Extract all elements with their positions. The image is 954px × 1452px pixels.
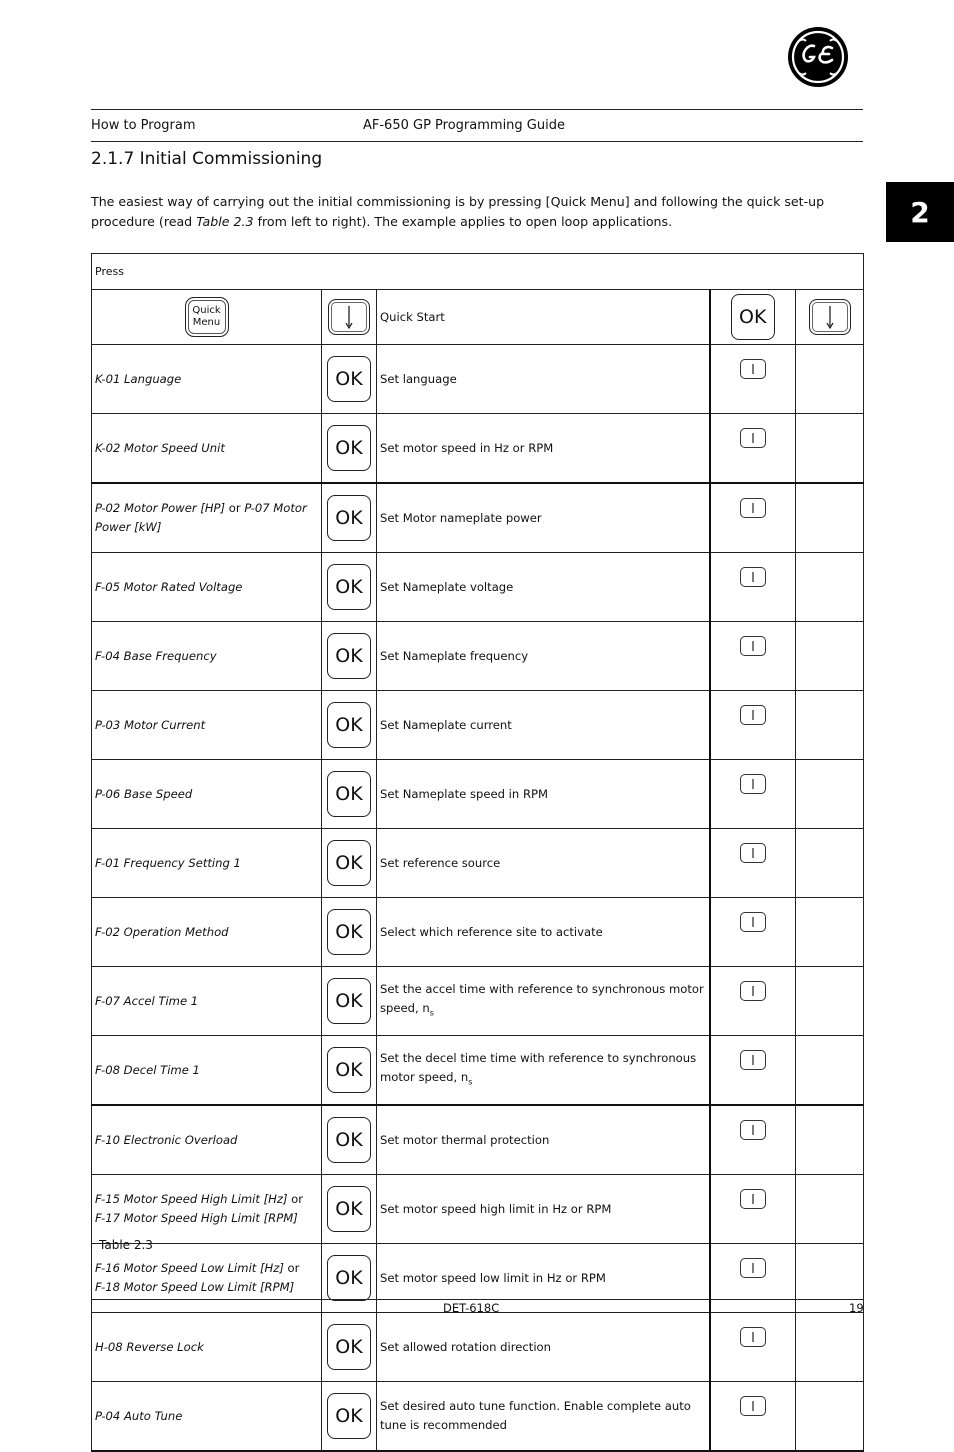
step-description: Set desired auto tune function. Enable complete auto tune is recommended (377, 1382, 710, 1452)
table-row (92, 1036, 864, 1106)
step-description: Set reference source (377, 829, 710, 898)
header-rule-top (91, 109, 863, 110)
empty-cell (796, 414, 864, 484)
arrow-down-button[interactable] (740, 1120, 766, 1140)
table-row (92, 691, 864, 760)
arrow-down-icon (750, 985, 756, 997)
arrow-down-icon (750, 1054, 756, 1066)
down-arrow-button[interactable] (328, 299, 370, 335)
table-row (92, 1175, 864, 1244)
parameter-name: F-10 Electronic Overload (92, 1105, 322, 1175)
table-row (92, 760, 864, 829)
arrow-down-icon (750, 778, 756, 790)
step-description: Set Nameplate voltage (377, 553, 710, 622)
step-description: Set motor thermal protection (377, 1105, 710, 1175)
table-row (92, 967, 864, 1036)
parameter-name: F-01 Frequency Setting 1 (92, 829, 322, 898)
parameter-name: P-02 Motor Power [HP] or P-07 Motor Power [kW] (92, 483, 322, 553)
table-row (92, 1105, 864, 1175)
press-header: Press (92, 254, 864, 290)
ok-button[interactable]: OK (327, 1393, 371, 1439)
step-description: Set language (377, 345, 710, 414)
arrow-down-button[interactable] (740, 774, 766, 794)
step-description: Set motor speed in Hz or RPM (377, 414, 710, 484)
parameter-name: F-04 Base Frequency (92, 622, 322, 691)
ok-button[interactable]: OK (327, 702, 371, 748)
step-description: Set the decel time time with reference to synchronous motor speed, $n_s$ (377, 1036, 710, 1106)
empty-cell (796, 1036, 864, 1106)
arrow-down-button[interactable] (740, 1189, 766, 1209)
parameter-name: P-06 Base Speed (92, 760, 322, 829)
running-header-section: How to Program (91, 118, 196, 133)
step-description: Set Nameplate current (377, 691, 710, 760)
table-row (92, 414, 864, 484)
ok-button[interactable]: OK (327, 1117, 371, 1163)
arrow-down-button[interactable] (740, 1258, 766, 1278)
empty-cell (796, 483, 864, 553)
running-header-title: AF-650 GP Programming Guide (363, 118, 565, 133)
down-arrow-button[interactable] (809, 299, 851, 335)
intro-paragraph: The easiest way of carrying out the initial commissioning is by pressing [Quick Menu] and following the quick set-up procedure (read Table 2.3 from left to right). The example applies to open loop applications. (91, 194, 825, 229)
table-reference: Table 2.3 (196, 213, 254, 229)
ok-button[interactable]: OK (327, 356, 371, 402)
ok-button[interactable]: OK (327, 564, 371, 610)
ok-button[interactable]: OK (327, 425, 371, 471)
parameter-name: F-08 Decel Time 1 (92, 1036, 322, 1106)
empty-cell (796, 1382, 864, 1452)
arrow-down-icon (750, 363, 756, 375)
empty-cell (796, 553, 864, 622)
arrow-down-icon (750, 571, 756, 583)
arrow-down-icon (750, 1331, 756, 1343)
arrow-down-button[interactable] (740, 1327, 766, 1347)
page-number: 19 (849, 1301, 864, 1315)
empty-cell (796, 760, 864, 829)
parameter-name: F-07 Accel Time 1 (92, 967, 322, 1036)
section-title: 2.1.7 Initial Commissioning (91, 149, 323, 169)
empty-cell (796, 967, 864, 1036)
table-row (92, 1313, 864, 1382)
arrow-down-button[interactable] (740, 498, 766, 518)
parameter-name: P-04 Auto Tune (92, 1382, 322, 1452)
ok-button[interactable]: OK (327, 840, 371, 886)
step-description: Set Nameplate frequency (377, 622, 710, 691)
step-description: Quick Start (377, 290, 710, 345)
parameter-name: F-05 Motor Rated Voltage (92, 553, 322, 622)
ok-button[interactable]: OK (327, 1186, 371, 1232)
table-row (92, 898, 864, 967)
step-description: Set Nameplate speed in RPM (377, 760, 710, 829)
ok-button[interactable]: OK (327, 909, 371, 955)
step-description: Select which reference site to activate (377, 898, 710, 967)
ok-button[interactable]: OK (327, 1047, 371, 1093)
header-rule-bottom (91, 141, 863, 142)
table-row (92, 553, 864, 622)
arrow-down-button[interactable] (740, 636, 766, 656)
arrow-down-icon (750, 847, 756, 859)
quick-menu-button[interactable]: Quick Menu (185, 297, 229, 337)
step-description: Set Motor nameplate power (377, 483, 710, 553)
ok-button[interactable]: OK (327, 495, 371, 541)
arrow-down-button[interactable] (740, 912, 766, 932)
table-row (92, 290, 864, 345)
step-description: Set motor speed low limit in Hz or RPM (377, 1244, 710, 1313)
arrow-down-icon (825, 304, 835, 330)
empty-cell (796, 1105, 864, 1175)
empty-cell (796, 1313, 864, 1382)
ok-button[interactable]: OK (327, 633, 371, 679)
empty-cell (796, 898, 864, 967)
parameter-name: K-01 Language (92, 345, 322, 414)
parameter-name: F-02 Operation Method (92, 898, 322, 967)
arrow-down-icon (750, 502, 756, 514)
arrow-down-button[interactable] (740, 1396, 766, 1416)
arrow-down-icon (750, 1400, 756, 1412)
step-description: Set the accel time with reference to synchronous motor speed, $n_s$ (377, 967, 710, 1036)
empty-cell (796, 829, 864, 898)
footer-rule (91, 1299, 863, 1300)
arrow-down-button[interactable] (740, 1050, 766, 1070)
ge-logo (786, 26, 850, 88)
step-description: Set allowed rotation direction (377, 1313, 710, 1382)
arrow-down-icon (344, 304, 354, 330)
arrow-down-icon (750, 640, 756, 652)
empty-cell (796, 691, 864, 760)
ok-button[interactable]: OK (327, 771, 371, 817)
table-row (92, 483, 864, 553)
ok-button[interactable]: OK (327, 1255, 371, 1301)
empty-cell (796, 622, 864, 691)
arrow-down-button[interactable] (740, 359, 766, 379)
ok-button[interactable]: OK (327, 1324, 371, 1370)
arrow-down-icon (750, 1124, 756, 1136)
table-row (92, 1382, 864, 1452)
step-description: Set motor speed high limit in Hz or RPM (377, 1175, 710, 1244)
table-row (92, 829, 864, 898)
arrow-down-icon (750, 709, 756, 721)
arrow-down-button[interactable] (740, 705, 766, 725)
arrow-down-button[interactable] (740, 428, 766, 448)
empty-cell (796, 1175, 864, 1244)
chapter-tab: 2 (886, 182, 954, 242)
arrow-down-button[interactable] (740, 567, 766, 587)
table-row (92, 345, 864, 414)
ok-button[interactable]: OK (731, 294, 775, 340)
arrow-down-icon (750, 916, 756, 928)
arrow-down-icon (750, 1262, 756, 1274)
arrow-down-icon (750, 1193, 756, 1205)
parameter-name: H-08 Reverse Lock (92, 1313, 322, 1382)
ok-button[interactable]: OK (327, 978, 371, 1024)
empty-cell (796, 345, 864, 414)
parameter-name: P-03 Motor Current (92, 691, 322, 760)
parameter-name: K-02 Motor Speed Unit (92, 414, 322, 484)
parameter-name: F-16 Motor Speed Low Limit [Hz] or F-18 Motor Speed Low Limit [RPM] (92, 1244, 322, 1313)
table-caption: Table 2.3 (99, 1238, 153, 1252)
parameter-name: F-15 Motor Speed High Limit [Hz] or F-17 Motor Speed High Limit [RPM] (92, 1175, 322, 1244)
arrow-down-button[interactable] (740, 843, 766, 863)
table-row (92, 622, 864, 691)
document-id: DET-618C (443, 1301, 500, 1315)
commissioning-table (91, 253, 864, 1452)
arrow-down-button[interactable] (740, 981, 766, 1001)
arrow-down-icon (750, 432, 756, 444)
